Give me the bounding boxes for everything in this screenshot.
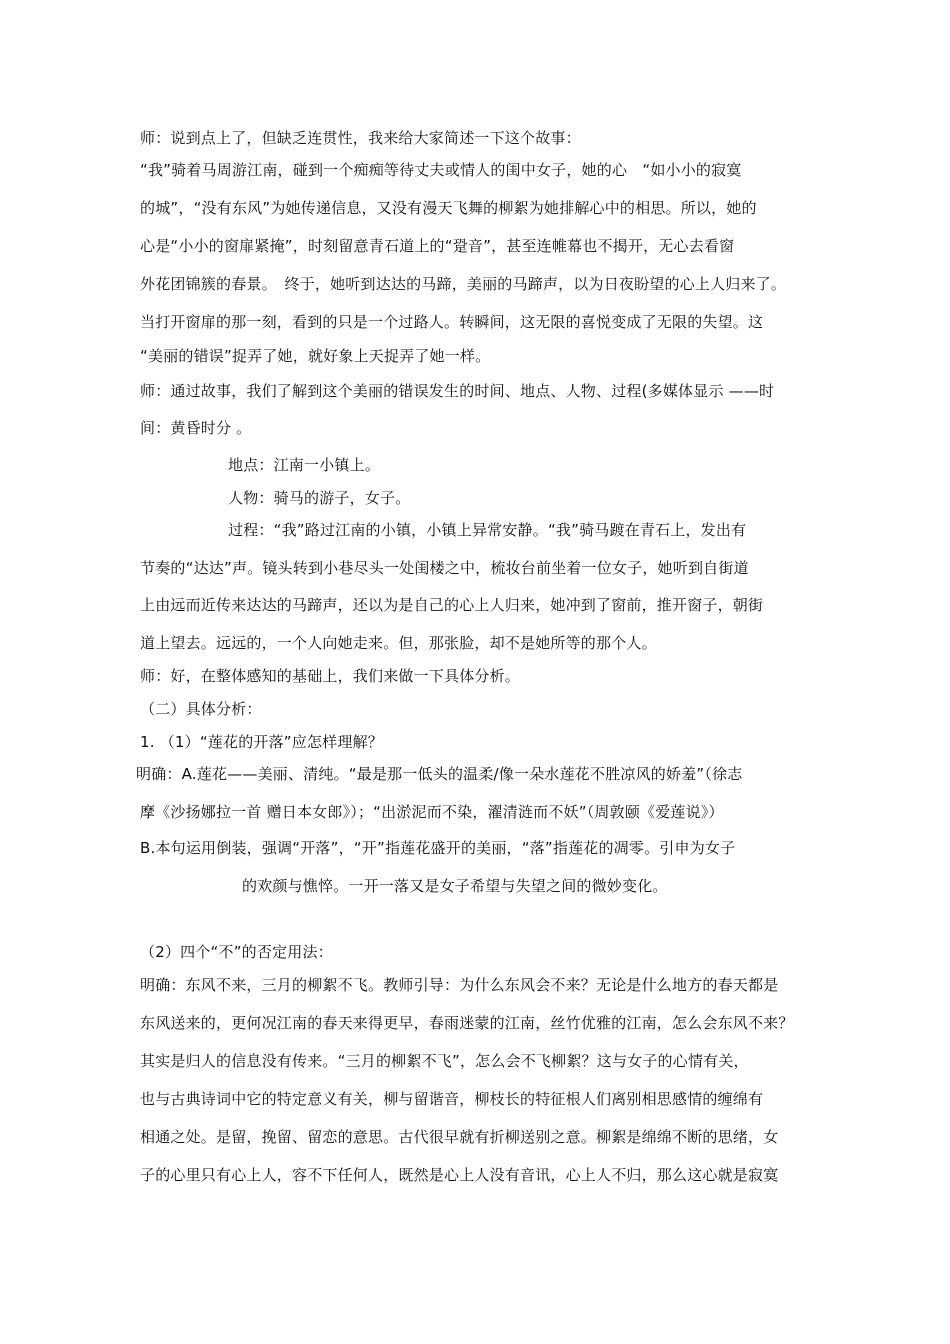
question-heading: （2）四个“不”的否定用法： <box>140 943 333 961</box>
text-line: 也与古典诗词中它的特定意义有关，柳与留谐音，柳枝长的特征根人们离别相思感情的缠绵有 <box>140 1090 764 1108</box>
text-line: 上由远而近传来达达的马蹄声，还以为是自己的心上人归来，她冲到了窗前，推开窗子，朝街 <box>140 596 764 614</box>
question-heading: 1. （1）“莲花的开落”应怎样理解？ <box>140 733 383 751</box>
text-line: 外花团锦簇的春景。 终于，她听到达达的马蹄，美丽的马蹄声，以为日夜盼望的心上人归来了。 <box>140 275 787 293</box>
text-line: 道上望去。远远的，一个人向她走来。但，那张脸，却不是她所等的那个人。 <box>140 634 657 652</box>
text-line: 师：说到点上了，但缺乏连贯性，我来给大家简述一下这个故事： <box>140 129 581 147</box>
text-line: 摩《沙扬娜拉一首 赠日本女郎》）；“出淤泥而不染，濯清涟而不妖”（周敦颐《爱莲说》） <box>140 803 724 821</box>
text-line: B.本句运用倒装，强调“开落”，“开”指莲花盛开的美丽，“落”指莲花的凋零。引申为女子 <box>140 839 736 857</box>
text-line: 的城”，“没有东风”为她传递信息，又没有漫天飞舞的柳絮为她排解心中的相思。所以，她的 <box>140 199 757 217</box>
text-line: 师：好，在整体感知的基础上，我们来做一下具体分析。 <box>140 667 521 685</box>
text-line: “美丽的错误”捉弄了她，就好象上天捉弄了她一样。 <box>140 347 491 365</box>
text-line: 明确：东风不来，三月的柳絮不飞。教师引导：为什么东风会不来？无论是什么地方的春天都是 <box>140 976 779 994</box>
text-line: 相通之处。是留，挽留、留恋的意思。古代很早就有折柳送别之意。柳絮是绵绵不断的思绪，女 <box>140 1128 779 1146</box>
text-line: 当打开窗扉的那一刻，看到的只是一个过路人。转瞬间，这无限的喜悦变成了无限的失望。这 <box>140 313 764 331</box>
text-line: 东风送来的，更何况江南的春天来得更早，春雨迷蒙的江南，丝竹优雅的江南，怎么会东风不来？ <box>140 1014 794 1032</box>
text-line: 间：黄昏时分 。 <box>140 419 252 437</box>
section-heading: （二）具体分析： <box>140 700 262 718</box>
text-line: 子的心里只有心上人，容不下任何人，既然是心上人没有音讯，心上人不归，那么这心就是寂寞 <box>140 1166 779 1184</box>
text-line: 明确：A.莲花——美丽、清纯。“最是那一低头的温柔/像一朵水莲花不胜凉风的娇羞”（徐志 <box>136 765 743 783</box>
text-line: 其实是归人的信息没有传来。“三月的柳絮不飞”，怎么会不飞柳絮？这与女子的心情有关， <box>140 1052 749 1070</box>
text-line: 人物：骑马的游子，女子。 <box>228 489 411 507</box>
text-line: 节奏的“达达”声。镜头转到小巷尽头一处闺楼之中，梳妆台前坐着一位女子，她听到自街道 <box>140 559 749 577</box>
text-line: 师：通过故事，我们了解到这个美丽的错误发生的时间、地点、人物、过程(多媒体显示 ——时 <box>140 382 775 400</box>
text-line: 地点：江南一小镇上。 <box>228 456 381 474</box>
text-line: 过程：“我”路过江南的小镇，小镇上异常安静。“我”骑马踱在青石上，发出有 <box>228 521 747 539</box>
text-line: 的欢颜与憔悴。一开一落又是女子希望与失望之间的微妙变化。 <box>242 877 668 895</box>
text-line: 心是“小小的窗扉紧掩”，时刻留意青石道上的“跫音”，甚至连帷幕也不揭开，无心去看窗 <box>140 237 735 255</box>
text-line: “我”骑着马周游江南，碰到一个痴痴等待丈夫或情人的闺中女子，她的心 “如小小的寂寞 <box>140 161 742 179</box>
